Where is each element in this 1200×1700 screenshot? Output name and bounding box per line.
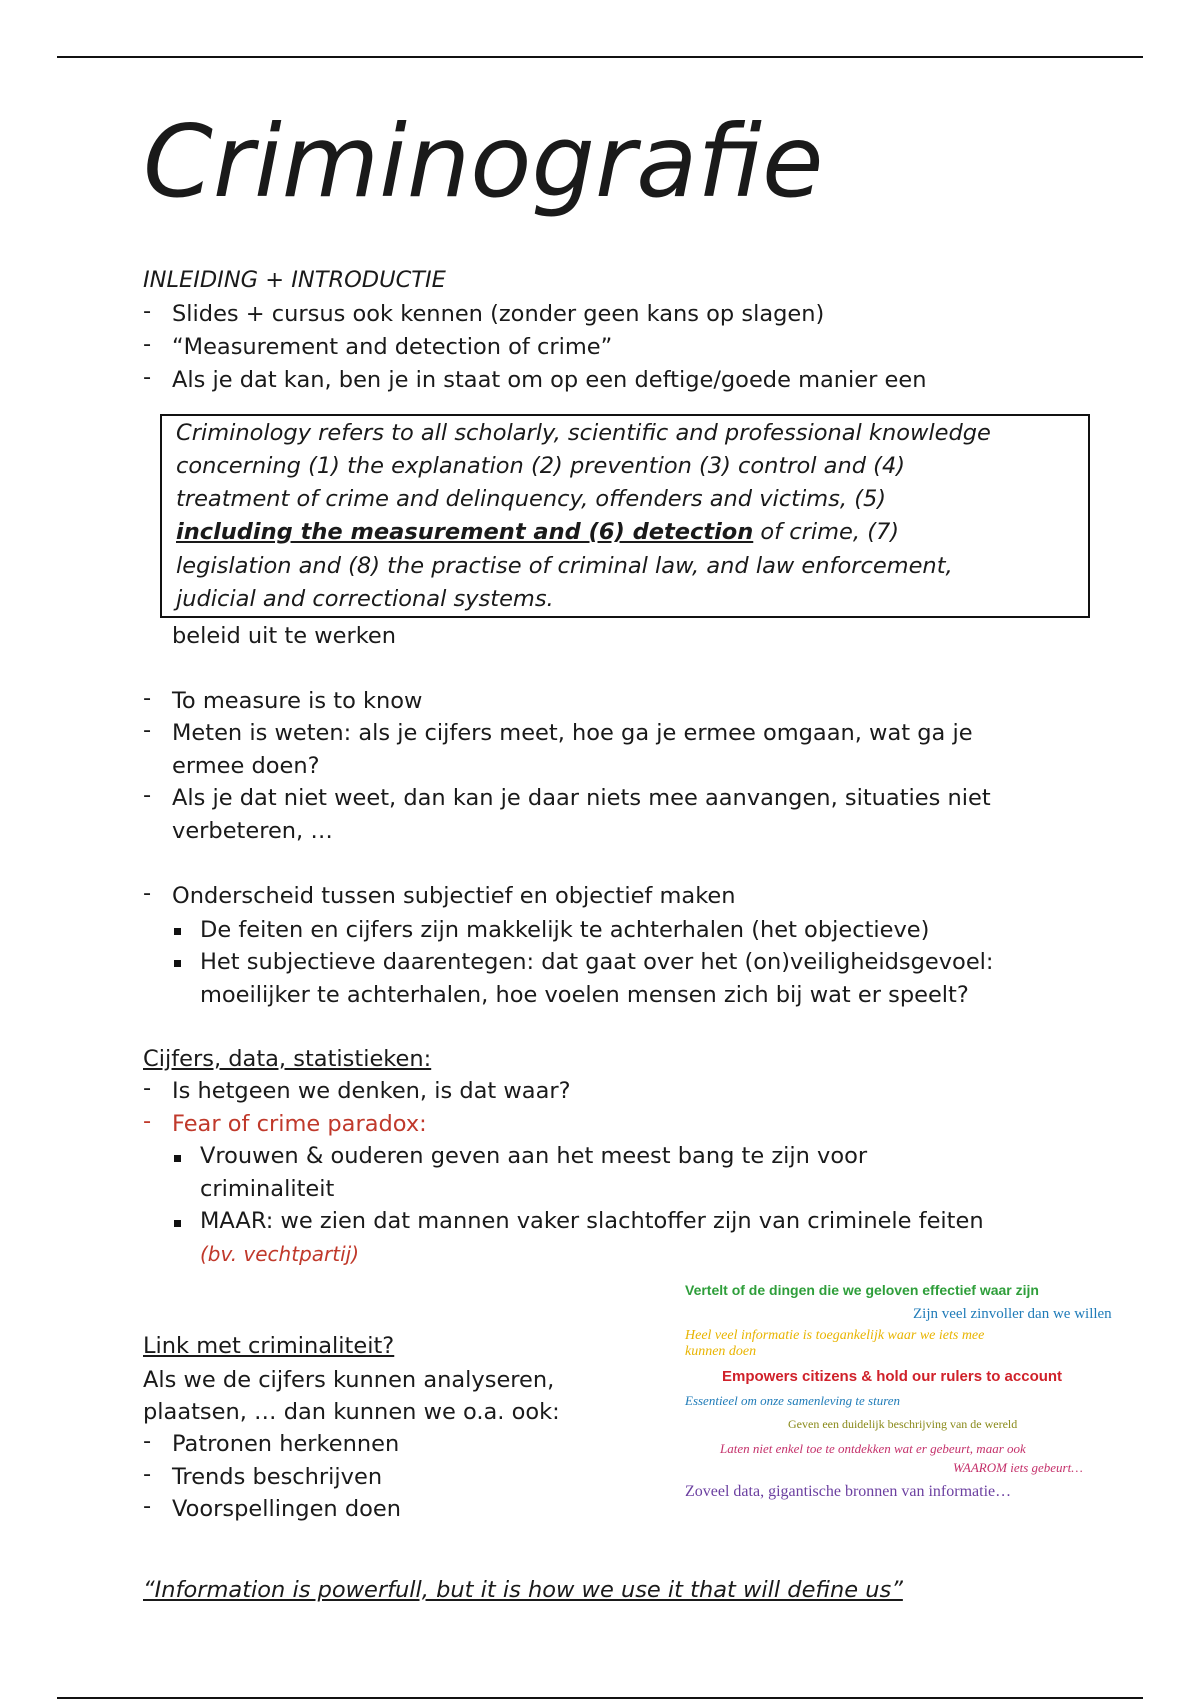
dash-marker: -	[143, 298, 152, 324]
measure-item: Meten is weten: als je cijfers meet, hoe ga je ermee omgaan, wat ga je	[172, 720, 973, 746]
definition-line: judicial and correctional systems.	[176, 586, 554, 612]
measure-item: Als je dat niet weet, dan kan je daar niets mee aanvangen, situaties niet	[172, 785, 991, 811]
intro-item: “Measurement and detection of crime”	[172, 334, 613, 360]
dash-marker: -	[143, 1075, 152, 1101]
distinction-sub-cont: moeilijker te achterhalen, hoe voelen mensen zich bij wat er speelt?	[200, 982, 969, 1008]
word-cloud-phrase: Vertelt of de dingen die we geloven effectief waar zijn	[685, 1282, 1039, 1298]
data-sub-cont: criminaliteit	[200, 1176, 335, 1202]
square-bullet	[174, 928, 181, 935]
square-bullet	[174, 960, 181, 967]
link-text: plaatsen, … dan kunnen we o.a. ook:	[143, 1399, 560, 1425]
definition-line: concerning (1) the explanation (2) prevention (3) control and (4)	[176, 453, 906, 479]
word-cloud-phrase: Essentieel om onze samenleving te sturen	[685, 1393, 901, 1408]
distinction-item: Onderscheid tussen subjectief en objectief maken	[172, 883, 736, 909]
definition-line: Criminology refers to all scholarly, scientific and professional knowledge	[176, 420, 991, 446]
intro-item: Als je dat kan, ben je in staat om op een deftige/goede manier een	[172, 367, 927, 393]
measure-item-cont: ermee doen?	[172, 753, 320, 779]
word-cloud-phrase: Zoveel data, gigantische bronnen van informatie…	[685, 1483, 1012, 1500]
definition-bold-phrase: including the measurement and (6) detection	[176, 519, 754, 545]
word-cloud-phrase: WAAROM iets gebeurt…	[953, 1460, 1083, 1475]
dash-marker: -	[143, 331, 152, 357]
closing-quote: “Information is powerfull, but it is how we use it that will define us”	[143, 1577, 903, 1603]
intro-continuation: beleid uit te werken	[172, 623, 397, 649]
square-bullet	[174, 1155, 181, 1162]
dash-marker: -	[143, 717, 152, 743]
link-item: Voorspellingen doen	[172, 1496, 401, 1522]
dash-marker: -	[143, 782, 152, 808]
intro-item: Slides + cursus ook kennen (zonder geen kans op slagen)	[172, 301, 825, 327]
definition-line: treatment of crime and delinquency, offenders and victims, (5)	[176, 486, 887, 512]
measure-item-cont: verbeteren, …	[172, 818, 333, 844]
link-heading: Link met criminaliteit?	[143, 1333, 395, 1359]
link-item: Patronen herkennen	[172, 1431, 400, 1457]
measure-item: To measure is to know	[172, 688, 423, 714]
link-item: Trends beschrijven	[172, 1464, 383, 1490]
word-cloud-phrase: kunnen doen	[685, 1344, 757, 1359]
page-title: Criminografie	[143, 103, 824, 220]
definition-line-emphasis	[176, 519, 899, 545]
data-heading: Cijfers, data, statistieken:	[143, 1046, 432, 1072]
definition-line-rest: of crime, (7)	[753, 519, 900, 545]
data-sub-note: (bv. vechtpartij)	[200, 1242, 360, 1266]
dash-marker: -	[143, 1108, 152, 1134]
top-rule	[57, 56, 1143, 58]
dash-marker: -	[143, 685, 152, 711]
square-bullet	[174, 1220, 181, 1227]
dash-marker: -	[143, 1428, 152, 1454]
data-sub: Vrouwen & ouderen geven aan het meest bang te zijn voor	[200, 1143, 868, 1169]
dash-marker: -	[143, 1493, 152, 1519]
word-cloud-phrase: Empowers citizens & hold our rulers to account	[722, 1368, 1063, 1385]
dash-marker: -	[143, 880, 152, 906]
data-sub: MAAR: we zien dat mannen vaker slachtoffer zijn van criminele feiten	[200, 1208, 984, 1234]
word-cloud-phrase: Heel veel informatie is toegankelijk waar we iets mee	[685, 1328, 985, 1343]
word-cloud-phrase: Zijn veel zinvoller dan we willen	[913, 1306, 1112, 1322]
definition-box	[160, 414, 1090, 618]
intro-heading: INLEIDING + INTRODUCTIE	[143, 267, 446, 293]
word-cloud-phrase: Laten niet enkel toe te ontdekken wat er gebeurt, maar ook	[720, 1441, 1026, 1456]
dash-marker: -	[143, 364, 152, 390]
distinction-sub: Het subjectieve daarentegen: dat gaat over het (on)veiligheidsgevoel:	[200, 949, 994, 975]
dash-marker: -	[143, 1461, 152, 1487]
fear-paradox-item: Fear of crime paradox:	[172, 1111, 427, 1137]
word-cloud	[680, 1282, 1140, 1512]
distinction-sub: De feiten en cijfers zijn makkelijk te achterhalen (het objectieve)	[200, 917, 930, 943]
bottom-rule	[57, 1697, 1143, 1699]
word-cloud-phrase: Geven een duidelijk beschrijving van de wereld	[788, 1417, 1018, 1431]
link-text: Als we de cijfers kunnen analyseren,	[143, 1367, 555, 1393]
definition-line: legislation and (8) the practise of criminal law, and law enforcement,	[176, 553, 953, 579]
data-item: Is hetgeen we denken, is dat waar?	[172, 1078, 571, 1104]
